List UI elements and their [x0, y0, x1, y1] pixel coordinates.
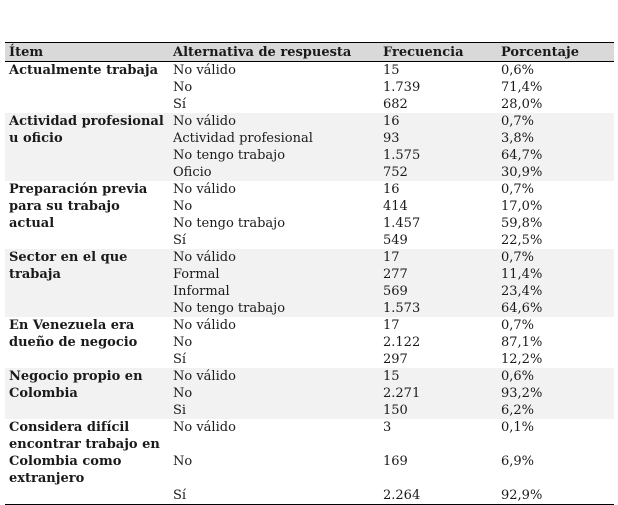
table-row-group	[5, 317, 614, 368]
alternativa: No tengo trabajo	[173, 216, 286, 231]
spacer	[173, 436, 375, 453]
frecuencia: 1.739	[383, 80, 421, 95]
porcentaje: 0,7%	[501, 114, 535, 129]
frecuencia: 682	[383, 97, 408, 112]
frecuencia: 2.271	[383, 386, 421, 401]
alternativa: No válido	[173, 420, 236, 435]
porcentajes-cell	[497, 249, 614, 317]
porcentaje: 64,6%	[501, 301, 543, 316]
frecuencia: 150	[383, 403, 408, 418]
alternativa: Si	[173, 403, 187, 418]
alternativa: No válido	[173, 63, 236, 78]
item-label: Sector en el que trabaja	[5, 249, 169, 317]
alternativas-cell	[169, 368, 379, 419]
frecuencia: 1.575	[383, 148, 421, 163]
frecuencia: 414	[383, 199, 408, 214]
item-label: Considera difícil encontrar trabajo en Colombia como extranjero	[5, 419, 169, 505]
porcentaje: 3,8%	[501, 131, 535, 146]
frecuencia: 277	[383, 267, 408, 282]
alternativa: No válido	[173, 182, 236, 197]
frecuencia: 16	[383, 114, 400, 129]
alternativa: Actividad profesional	[173, 131, 313, 146]
spacer	[383, 436, 493, 453]
alternativa: Sí	[173, 97, 187, 112]
header-frecuencia: Frecuencia	[379, 43, 497, 62]
spacer	[501, 436, 610, 453]
frecuencia: 17	[383, 318, 400, 333]
frecuencias-cell	[379, 113, 497, 181]
item-label: Actividad profesional u oficio	[5, 113, 169, 181]
table-row-group	[5, 113, 614, 181]
alternativa: No tengo trabajo	[173, 301, 286, 316]
porcentaje: 22,5%	[501, 233, 543, 248]
frecuencias-cell	[379, 249, 497, 317]
alternativa: No	[173, 199, 193, 214]
table-row-group	[5, 181, 614, 249]
porcentaje: 17,0%	[501, 199, 543, 214]
porcentajes-cell	[497, 317, 614, 368]
item-label: Actualmente trabaja	[9, 63, 159, 78]
alternativa: Sí	[173, 352, 187, 367]
spacer	[383, 470, 493, 487]
item-label: Negocio propio en Colombia	[5, 368, 169, 419]
porcentaje: 87,1%	[501, 335, 543, 350]
porcentaje: 64,7%	[501, 148, 543, 163]
frecuencias-cell	[379, 317, 497, 368]
porcentaje: 6,2%	[501, 403, 535, 418]
alternativa: No válido	[173, 250, 236, 265]
alternativa: No válido	[173, 318, 236, 333]
porcentaje: 92,9%	[501, 488, 543, 503]
alternativa: No válido	[173, 114, 236, 129]
porcentaje: 93,2%	[501, 386, 543, 401]
porcentaje: 0,1%	[501, 420, 535, 435]
frecuencias-cell	[379, 368, 497, 419]
alternativa: No	[173, 386, 193, 401]
table-row-group	[5, 368, 614, 419]
survey-table	[5, 42, 614, 505]
alternativa: No	[173, 80, 193, 95]
alternativa: Informal	[173, 284, 230, 299]
frecuencia: 569	[383, 284, 408, 299]
porcentaje: 11,4%	[501, 267, 543, 282]
porcentajes-cell	[497, 113, 614, 181]
frecuencia: 1.573	[383, 301, 421, 316]
alternativas-cell	[169, 181, 379, 249]
alternativa: Sí	[173, 233, 187, 248]
table-header-row	[5, 43, 614, 62]
alternativas-cell	[169, 62, 379, 114]
table-row-group	[5, 62, 614, 114]
frecuencia: 549	[383, 233, 408, 248]
frecuencia: 17	[383, 250, 400, 265]
alternativa: No	[173, 454, 193, 469]
frecuencia: 15	[383, 369, 400, 384]
frecuencia: 3	[383, 420, 392, 435]
porcentaje: 59,8%	[501, 216, 543, 231]
alternativas-cell	[169, 249, 379, 317]
alternativas-cell	[169, 113, 379, 181]
porcentajes-cell	[497, 368, 614, 419]
frecuencia: 752	[383, 165, 408, 180]
frecuencia: 2.264	[383, 488, 421, 503]
porcentaje: 0,7%	[501, 182, 535, 197]
item-label: En Venezuela era dueño de negocio	[9, 318, 138, 350]
frecuencia: 169	[383, 454, 408, 469]
porcentaje: 0,7%	[501, 318, 535, 333]
frecuencia: 297	[383, 352, 408, 367]
porcentaje: 6,9%	[501, 454, 535, 469]
frecuencia: 93	[383, 131, 400, 146]
alternativa: No válido	[173, 369, 236, 384]
porcentaje: 0,7%	[501, 250, 535, 265]
porcentaje: 23,4%	[501, 284, 543, 299]
porcentaje: 28,0%	[501, 97, 543, 112]
frecuencia: 2.122	[383, 335, 421, 350]
spacer	[501, 470, 610, 487]
item-label: Preparación previa para su trabajo actual	[9, 182, 148, 231]
alternativa: Sí	[173, 488, 187, 503]
porcentaje: 12,2%	[501, 352, 543, 367]
porcentajes-cell	[497, 62, 614, 114]
alternativa: No tengo trabajo	[173, 148, 286, 163]
table-row-group	[5, 249, 614, 317]
alternativa: No	[173, 335, 193, 350]
porcentajes-cell	[497, 181, 614, 249]
alternativas-cell	[169, 317, 379, 368]
header-item: Ítem	[5, 43, 169, 62]
spacer	[173, 470, 375, 487]
header-porcentaje: Porcentaje	[497, 43, 614, 62]
porcentaje: 30,9%	[501, 165, 543, 180]
porcentaje: 0,6%	[501, 369, 535, 384]
frecuencias-cell	[379, 62, 497, 114]
porcentaje: 71,4%	[501, 80, 543, 95]
frecuencia: 15	[383, 63, 400, 78]
frecuencia: 16	[383, 182, 400, 197]
porcentaje: 0,6%	[501, 63, 535, 78]
header-alternativa: Alternativa de respuesta	[169, 43, 379, 62]
alternativa: Formal	[173, 267, 220, 282]
frecuencia: 1.457	[383, 216, 421, 231]
alternativa: Oficio	[173, 165, 212, 180]
frecuencias-cell	[379, 181, 497, 249]
